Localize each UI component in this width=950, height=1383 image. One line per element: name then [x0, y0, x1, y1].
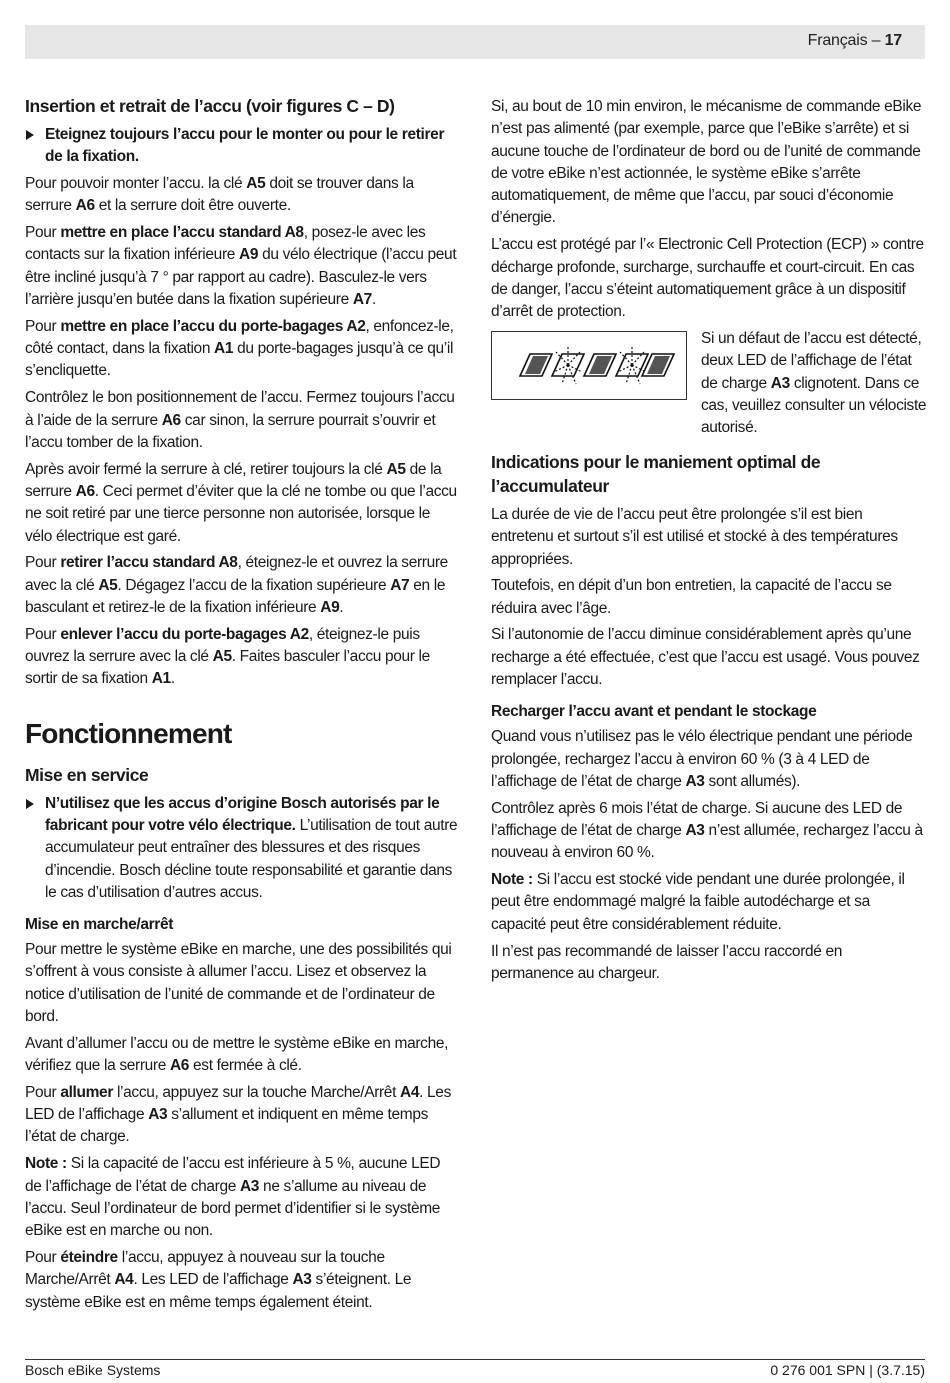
paragraph: Avant d’allumer l’accu ou de mettre le système eBike en marche, vérifiez que la serrure A6 est fermée à clé.: [25, 1034, 449, 1075]
section-title-mise-en-service: Mise en service: [25, 764, 149, 785]
subsection-title-marche-arret: Mise en marche/arrêt: [25, 916, 174, 934]
led-display-icon: [492, 332, 686, 398]
footer-doc-id: 0 276 001 SPN | (3.7.15): [770, 1362, 925, 1378]
paragraph: Quand vous n’utilisez pas le vélo électrique pendant une période prolongée, rechargez l’accu à environ 60 % (3 à 4 LED de l’affichage de l’état de charge A3 sont allumés).: [491, 728, 913, 790]
paragraph: L’accu est protégé par l’« Electronic Cell Protection (ECP) » contre décharge profonde, surcharge, surchauffe et court-circuit. En cas de danger, l’accu s’éteint automatiquement grâce à un dispositif d’arrêt de protection.: [491, 236, 924, 321]
subsection-title-recharger: Recharger l’accu avant et pendant le stockage: [491, 703, 817, 721]
paragraph: Note : Si la capacité de l’accu est inférieure à 5 %, aucune LED de l’affichage de l’état de charge A3 ne s’allume au niveau de l’accu. Seul l’ordinateur de bord permet d’identifier si le système eBike est en marche ou non.: [25, 1155, 441, 1240]
warning-text: Eteignez toujours l’accu pour le monter ou pour le retirer de la fixation.: [45, 126, 445, 166]
paragraph: Pour éteindre l’accu, appuyez à nouveau sur la touche Marche/Arrêt A4. Les LED de l’affichage A3 s’éteignent. Le système eBike est en même temps également éteint.: [25, 1248, 412, 1311]
paragraph: Si, au bout de 10 min environ, le mécanisme de commande eBike n’est pas alimenté (par exemple, parce que l’eBike s’arrête) et si aucune touche de l’ordinateur de bord ou de l’unité de commande de votre eBike n’est actionnée, le système eBike s’arrête automatiquement, de même que l’accu, par souci d’économie d’énergie.: [491, 98, 922, 227]
left-column: [25, 94, 459, 1318]
page-number: 17: [884, 32, 902, 49]
paragraph: Pour allumer l’accu, appuyez sur la touche Marche/Arrêt A4. Les LED de l’affichage A3 s’allument et indiquent en même temps l’état de charge.: [25, 1083, 451, 1146]
paragraph: Pour pouvoir monter l’accu. la clé A5 doit se trouver dans la serrure A6 et la serrure doit être ouverte.: [25, 175, 414, 215]
paragraph: Pour mettre le système eBike en marche, une des possibilités qui s’offrent à vous consiste à allumer l’accu. Lisez et observez la notice d’utilisation de l’unité de commande et de l’ordinateur de bord.: [25, 941, 452, 1025]
led-figure-caption: Si un défaut de l’accu est détecté, deux LED de l’affichage de l’état de charge A3 clignotent. Dans ce cas, veuillez consulter un vélociste autorisé.: [701, 329, 927, 437]
header-language: Français: [807, 32, 868, 49]
paragraph: Toutefois, en dépit d’un bon entretien, la capacité de l’accu se réduira avec l’âge.: [491, 577, 892, 617]
led-figure-block: [491, 328, 925, 436]
paragraph: Pour retirer l’accu standard A8, éteignez-le et ouvrez la serrure avec la clé A5. Dégagez l’accu de la fixation supérieure A7 en le basculant et retirez-le de la fixation inférieure A9.: [25, 554, 448, 616]
right-column: [491, 96, 925, 990]
warning-bullet: [25, 124, 459, 169]
page-header: [25, 25, 925, 59]
header-separator: –: [867, 32, 885, 49]
warning-bullet: N’utilisez que les accus d’origine Bosch autorisés par le fabricant pour votre vélo électrique. L’utilisation de tout autre accumulateur peut entraîner des blessures et des risques d’incendie. Bosch décline toute responsabilité et garantie dans le cas d’utilisation d’autres accus.: [25, 793, 459, 904]
paragraph: Pour mettre en place l’accu du porte-bagages A2, enfoncez-le, côté contact, dans la fixation A1 du porte-bagages jusqu’à ce qu’il s’encliquette.: [25, 317, 454, 380]
main-title-fonctionnement: Fonctionnement: [25, 717, 232, 749]
footer-company: Bosch eBike Systems: [25, 1362, 161, 1378]
bullet-triangle-icon: [26, 130, 34, 140]
paragraph: La durée de vie de l’accu peut être prolongée s’il est bien entretenu et surtout s’il est utilisé et stocké à des températures appropriées.: [491, 505, 898, 568]
paragraph: Après avoir fermé la serrure à clé, retirer toujours la clé A5 de la serrure A6. Ceci permet d’éviter que la clé ne tombe ou que l’accu ne soit retiré par une tierce personne non autorisée, lorsque le vélo électrique est garé.: [25, 460, 457, 545]
paragraph: Note : Si l’accu est stocké vide pendant une durée prolongée, il peut être endommagé malgré la faible autodécharge et sa capacité peut être considérablement réduite.: [491, 871, 905, 933]
section-title-insertion: Insertion et retrait de l’accu (voir figures C – D): [25, 96, 395, 116]
paragraph: Contrôlez après 6 mois l’état de charge. Si aucune des LED de l’affichage de l’état de charge A3 n’est allumée, rechargez l’accu à nouveau à environ 60 %.: [491, 799, 923, 862]
paragraph: Il n’est pas recommandé de laisser l’accu raccordé en permanence au chargeur.: [491, 942, 843, 982]
paragraph: Contrôlez le bon positionnement de l’accu. Fermez toujours l’accu à l’aide de la serrure A6 car sinon, la serrure pourrait s’ouvrir et l’accu tomber de la fixation.: [25, 389, 455, 451]
paragraph: Pour mettre en place l’accu standard A8, posez-le avec les contacts sur la fixation inférieure A9 du vélo électrique (l’accu peut être incliné jusqu’à 7 ° par rapport au cadre). Basculez-le vers l’arrière jusqu’en butée dans la fixation supérieure A7.: [25, 224, 457, 309]
page-header-label: [808, 32, 902, 50]
section-title-indications: Indications pour le maniement optimal de l’accumulateur: [491, 451, 821, 496]
battery-led-blinking-illustration: [491, 331, 687, 400]
bullet-triangle-icon: [26, 799, 34, 809]
paragraph: Pour enlever l’accu du porte-bagages A2, éteignez-le puis ouvrez la serrure avec la clé A5. Faites basculer l’accu pour le sortir de sa fixation A1.: [25, 625, 430, 688]
footer-divider: [25, 1359, 925, 1360]
paragraph: Si l’autonomie de l’accu diminue considérablement après qu’une recharge a été effectuée, c’est que l’accu est usagé. Vous pouvez remplacer l’accu.: [491, 626, 920, 689]
